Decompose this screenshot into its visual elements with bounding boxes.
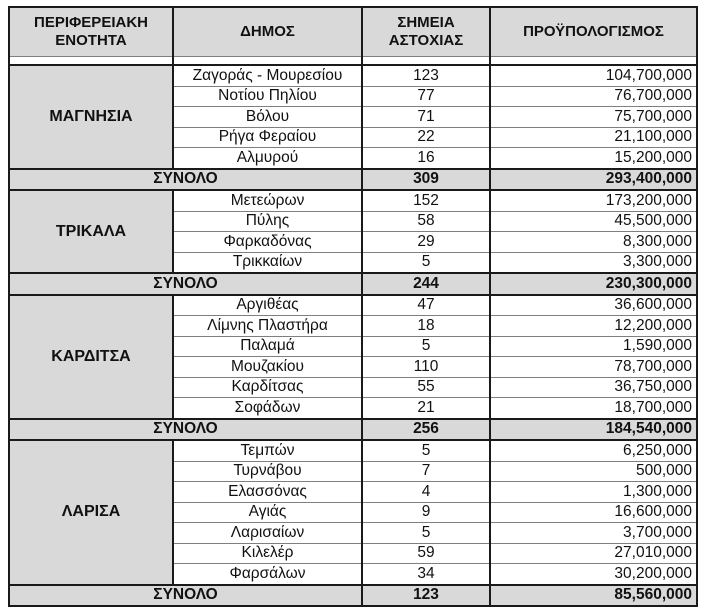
failure-points-cell: 16 [362,148,490,169]
total-budget-cell: 85,560,000 [490,585,697,607]
municipality-cell: Ζαγοράς - Μουρεσίου [173,65,362,86]
budget-cell: 15,200,000 [490,148,697,169]
failure-points-cell: 18 [362,316,490,337]
spacer-cell [362,57,490,66]
budget-cell: 3,700,000 [490,523,697,544]
total-budget-cell: 184,540,000 [490,419,697,441]
budget-cell: 30,200,000 [490,564,697,585]
failure-points-cell: 29 [362,232,490,253]
regional-budget-table [8,6,698,607]
header-regional-unit: ΠΕΡΙΦΕΡΕΙΑΚΗ ΕΝΟΤΗΤΑ [9,7,173,57]
failure-points-cell: 152 [362,190,490,211]
total-row [9,419,697,441]
budget-cell: 104,700,000 [490,65,697,86]
total-budget-cell: 293,400,000 [490,169,697,191]
budget-cell: 76,700,000 [490,86,697,107]
budget-cell: 45,500,000 [490,211,697,232]
municipality-cell: Σοφάδων [173,398,362,419]
budget-cell: 36,600,000 [490,295,697,316]
budget-cell: 75,700,000 [490,107,697,128]
region-cell: ΚΑΡΔΙΤΣΑ [9,295,173,419]
budget-cell: 12,200,000 [490,316,697,337]
municipality-row [9,65,697,86]
municipality-cell: Λαρισαίων [173,523,362,544]
spacer-cell [9,57,173,66]
budget-cell: 8,300,000 [490,232,697,253]
failure-points-cell: 5 [362,523,490,544]
municipality-cell: Νοτίου Πηλίου [173,86,362,107]
failure-points-cell: 123 [362,65,490,86]
municipality-row [9,440,697,461]
total-failure-points-cell: 123 [362,585,490,607]
budget-cell: 18,700,000 [490,398,697,419]
total-row [9,169,697,191]
budget-cell: 6,250,000 [490,440,697,461]
municipality-cell: Φαρκαδόνας [173,232,362,253]
failure-points-cell: 55 [362,377,490,398]
municipality-cell: Μετεώρων [173,190,362,211]
municipality-cell: Τυρνάβου [173,461,362,482]
region-cell: ΛΑΡΙΣΑ [9,440,173,585]
municipality-cell: Μουζακίου [173,357,362,378]
budget-cell: 78,700,000 [490,357,697,378]
total-row [9,585,697,607]
budget-cell: 21,100,000 [490,127,697,148]
budget-cell: 27,010,000 [490,543,697,564]
region-cell: ΤΡΙΚΑΛΑ [9,190,173,273]
header-municipality: ΔΗΜΟΣ [173,7,362,57]
failure-points-cell: 7 [362,461,490,482]
budget-cell: 1,590,000 [490,336,697,357]
spacer-row [9,57,697,66]
budget-cell: 36,750,000 [490,377,697,398]
failure-points-cell: 71 [362,107,490,128]
header-row [9,7,697,57]
municipality-cell: Βόλου [173,107,362,128]
total-failure-points-cell: 309 [362,169,490,191]
municipality-cell: Παλαμά [173,336,362,357]
municipality-cell: Λίμνης Πλαστήρα [173,316,362,337]
municipality-cell: Κιλελέρ [173,543,362,564]
total-label-cell: ΣΥΝΟΛΟ [9,169,362,191]
failure-points-cell: 5 [362,336,490,357]
municipality-cell: Τρικκαίων [173,252,362,273]
total-label-cell: ΣΥΝΟΛΟ [9,585,362,607]
municipality-row [9,190,697,211]
municipality-cell: Ρήγα Φεραίου [173,127,362,148]
header-budget: ΠΡΟΫΠΟΛΟΓΙΣΜΟΣ [490,7,697,57]
region-cell: ΜΑΓΝΗΣΙΑ [9,65,173,169]
failure-points-cell: 77 [362,86,490,107]
budget-cell: 16,600,000 [490,502,697,523]
failure-points-cell: 58 [362,211,490,232]
total-row [9,273,697,295]
failure-points-cell: 22 [362,127,490,148]
failure-points-cell: 34 [362,564,490,585]
budget-cell: 173,200,000 [490,190,697,211]
total-budget-cell: 230,300,000 [490,273,697,295]
municipality-cell: Τεμπών [173,440,362,461]
failure-points-cell: 5 [362,252,490,273]
spacer-cell [173,57,362,66]
spacer-cell [490,57,697,66]
total-failure-points-cell: 244 [362,273,490,295]
budget-cell: 500,000 [490,461,697,482]
total-failure-points-cell: 256 [362,419,490,441]
failure-points-cell: 59 [362,543,490,564]
failure-points-cell: 47 [362,295,490,316]
failure-points-cell: 9 [362,502,490,523]
municipality-cell: Αγιάς [173,502,362,523]
budget-cell: 3,300,000 [490,252,697,273]
municipality-cell: Πύλης [173,211,362,232]
municipality-cell: Καρδίτσας [173,377,362,398]
failure-points-cell: 110 [362,357,490,378]
municipality-cell: Ελασσόνας [173,482,362,503]
total-label-cell: ΣΥΝΟΛΟ [9,419,362,441]
header-failure-points: ΣΗΜΕΙΑ ΑΣΤΟΧΙΑΣ [362,7,490,57]
table-body [9,65,697,606]
municipality-cell: Φαρσάλων [173,564,362,585]
total-label-cell: ΣΥΝΟΛΟ [9,273,362,295]
municipality-cell: Αλμυρού [173,148,362,169]
failure-points-cell: 5 [362,440,490,461]
municipality-cell: Αργιθέας [173,295,362,316]
failure-points-cell: 4 [362,482,490,503]
budget-cell: 1,300,000 [490,482,697,503]
municipality-row [9,295,697,316]
failure-points-cell: 21 [362,398,490,419]
